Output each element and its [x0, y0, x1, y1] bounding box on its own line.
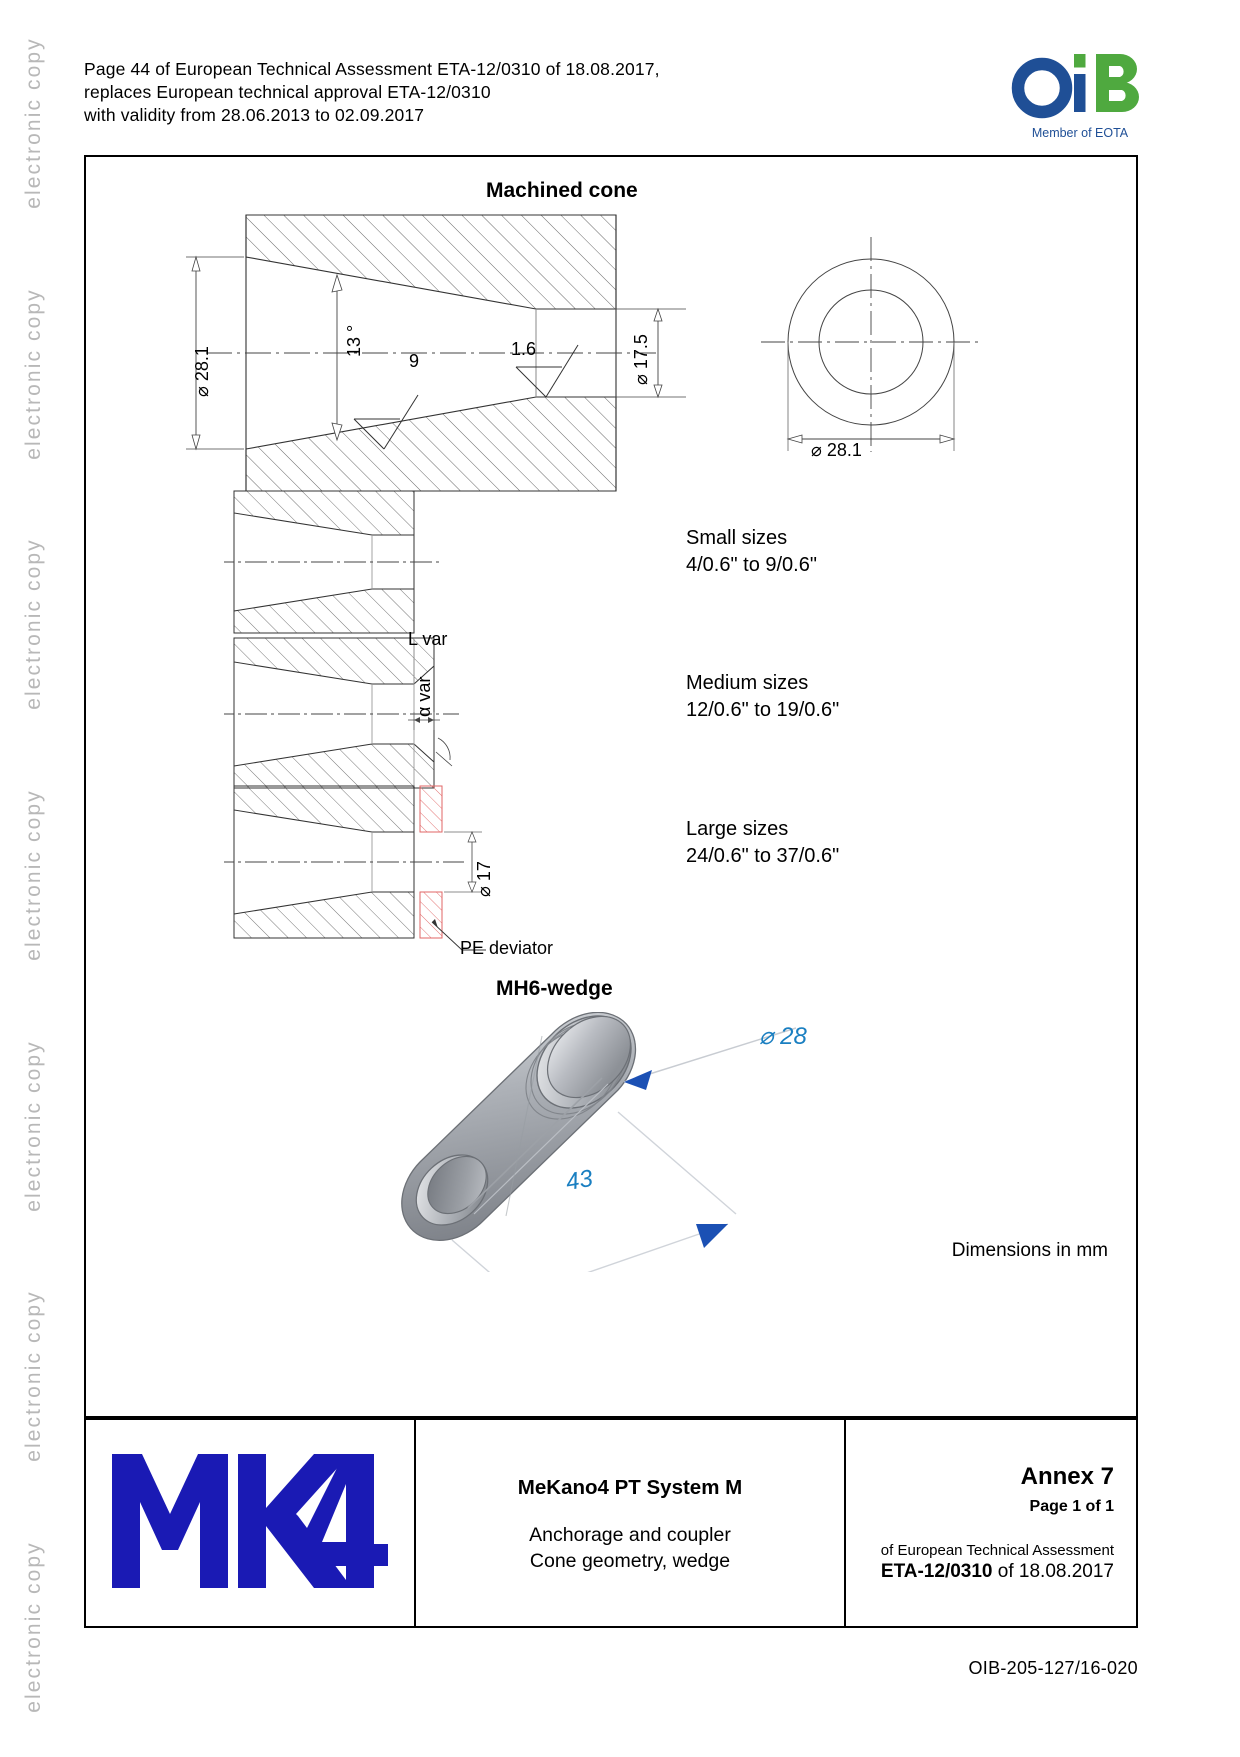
watermark-text: electronic copy [22, 1039, 45, 1212]
oib-member-text: Member of EOTA [1031, 126, 1129, 140]
title-block-right [846, 1420, 1136, 1626]
mk4-logo [108, 1446, 388, 1596]
pe-deviator-callout: PE deviator [460, 938, 554, 958]
watermark-text: electronic copy [22, 1290, 45, 1462]
footer-code: OIB-205-127/16-020 [968, 1658, 1138, 1678]
dimensions-unit-note: Dimensions in mm [951, 1240, 1108, 1261]
eta-date: of 18.08.2017 [992, 1561, 1114, 1582]
variant-large-label-line2: 24/0.6" to 37/0.6" [686, 845, 840, 867]
mh6-wedge-heading: MH6-wedge [496, 977, 613, 1000]
oib-logo [1010, 48, 1150, 140]
wedge-length-label: 43 [563, 1164, 595, 1197]
watermark-strip [0, 0, 70, 1754]
variant-large-label-line1: Large sizes [686, 818, 789, 840]
eta-prefix: of European Technical Assessment [880, 1542, 1114, 1559]
variant-large-diameter-label: ⌀ 17 [474, 861, 494, 897]
variant-small-drawing [224, 487, 454, 637]
variant-small-label [686, 525, 817, 579]
header-line-1: Page 44 of European Technical Assessment ETA-12/0310 of 18.08.2017, [84, 59, 660, 79]
variant-medium-drawing [224, 634, 514, 794]
watermark-text: electronic copy [22, 288, 45, 460]
variant-large-label [686, 816, 839, 870]
watermark-text: electronic copy [22, 538, 45, 711]
mk4-logo-cell [86, 1420, 416, 1626]
cone-inner-diameter-label: ⌀ 17.5 [631, 334, 651, 385]
cone-angle-label: 13 ° [344, 324, 364, 357]
title-block [84, 1418, 1138, 1628]
cone-roughness-16-label: 1.6 [511, 339, 537, 359]
variant-medium-label-line2: 12/0.6" to 19/0.6" [686, 699, 840, 721]
subtitle-line-2: Cone geometry, wedge [529, 1550, 731, 1572]
cone-end-view [741, 237, 1001, 487]
wedge-diameter-label: ⌀ 28 [759, 1023, 807, 1050]
machined-cone-drawing [186, 197, 806, 517]
page-of-label: Page 1 of 1 [1029, 1498, 1114, 1515]
cone-roughness-9-label: 9 [409, 351, 420, 371]
header-line-2: replaces European technical approval ETA-12/0310 [84, 82, 491, 102]
machined-cone-heading: Machined cone [486, 179, 638, 202]
eta-number: ETA-12/0310 [880, 1561, 993, 1582]
subtitle-line-1: Anchorage and coupler [529, 1524, 731, 1546]
variant-medium-angle-label: α var [414, 676, 434, 717]
variant-medium-label-line1: Medium sizes [686, 672, 809, 694]
variant-small-label-line2: 4/0.6" to 9/0.6" [686, 554, 817, 576]
system-title: MeKano4 PT System M [517, 1476, 743, 1499]
annex-number: Annex 7 [1020, 1463, 1114, 1490]
title-block-subtitle [529, 1522, 731, 1574]
header-line-3: with validity from 28.06.2013 to 02.09.2017 [84, 105, 425, 125]
variant-small-label-line1: Small sizes [686, 527, 788, 549]
watermark-text: electronic copy [22, 37, 45, 210]
drawing-frame [84, 155, 1138, 1418]
oib-logo-mark [1010, 48, 1150, 120]
watermark-text: electronic copy [22, 1540, 45, 1713]
cone-outer-diameter-label: ⌀ 28.1 [192, 346, 212, 397]
watermark-text: electronic copy [22, 789, 45, 961]
title-block-middle [416, 1420, 846, 1626]
mh6-wedge-render [356, 1012, 896, 1272]
variant-medium-length-label: L var [408, 629, 448, 649]
endview-diameter-label: ⌀ 28.1 [811, 440, 862, 460]
document-header [84, 58, 864, 127]
variant-large-drawing [224, 782, 514, 962]
eta-reference [881, 1561, 1114, 1583]
variant-medium-label [686, 670, 839, 724]
